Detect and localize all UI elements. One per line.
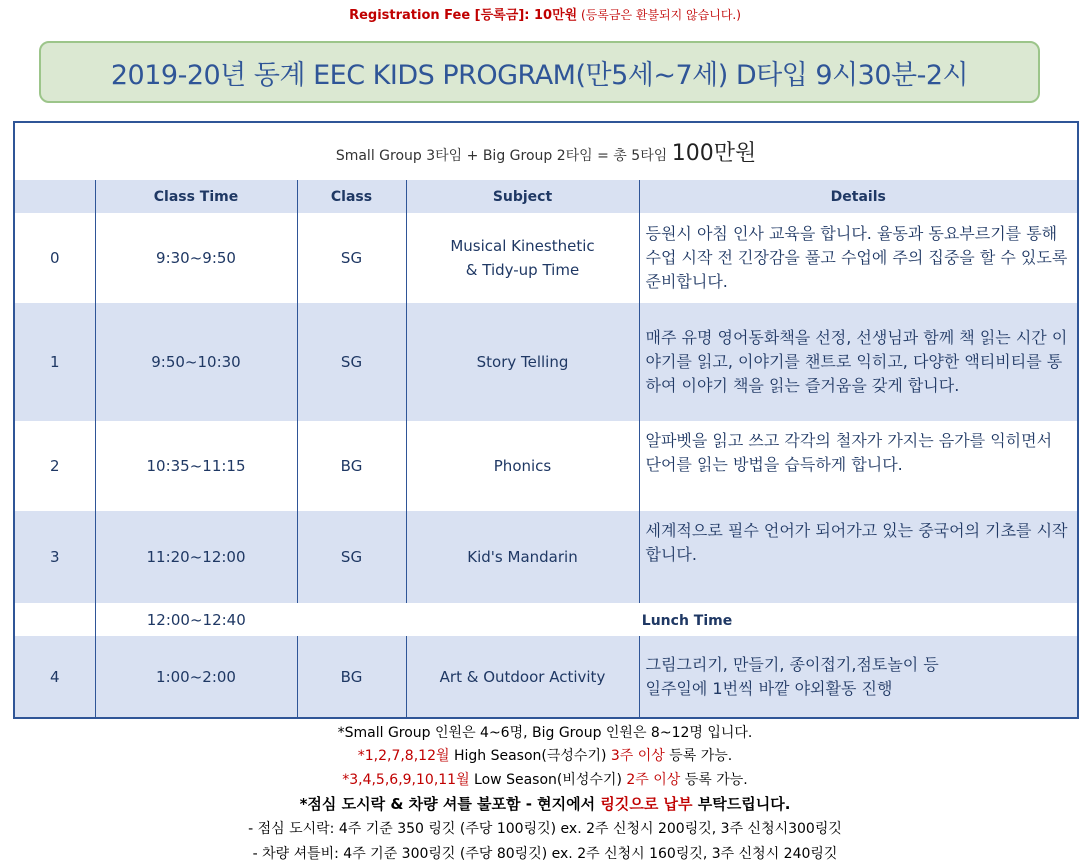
low-text: Low Season(비성수기) <box>469 772 627 788</box>
table-row <box>14 511 1078 603</box>
row-details-line2: 일주일에 1번씩 바깥 야외활동 진행 <box>645 678 893 698</box>
registration-fee <box>0 4 1090 23</box>
excl-start: *점심 도시락 & 차량 셔틀 불포함 - 현지에서 <box>299 795 601 813</box>
note-low-season <box>0 769 1090 789</box>
row-number: 3 <box>14 511 95 603</box>
low-end: 등록 가능. <box>680 772 748 788</box>
high-min: 3주 이상 <box>610 748 665 764</box>
note-shuttle-fee: - 차량 셔틀비: 4주 기준 300링깃 (주당 80링깃) ex. 2주 신청시 160링깃, 3주 신청시 240링깃 <box>252 846 838 862</box>
lunch-time: 12:00~12:40 <box>95 603 297 636</box>
high-star: * <box>357 748 365 764</box>
row-class: SG <box>297 213 406 303</box>
col-header-subject: Subject <box>406 180 639 213</box>
row-time: 9:30~9:50 <box>95 213 297 303</box>
table-row <box>14 303 1078 421</box>
row-subject-line2: & Tidy-up Time <box>465 261 580 279</box>
row-details: 매주 유명 영어동화책을 선정, 선생님과 함께 책 읽는 시간 이야기를 읽고, 이야기를 챈트로 익히고, 다양한 액티비티를 통하여 이야기 책을 읽는 즐거움을 갖게 합니다. <box>639 303 1078 421</box>
lunch-row <box>14 603 1078 636</box>
high-text: High Season(극성수기) <box>449 748 611 764</box>
table-row <box>14 636 1078 718</box>
row-time: 1:00~2:00 <box>95 636 297 718</box>
low-star: * <box>342 772 350 788</box>
fee-amount: ]: 10만원 <box>518 8 578 23</box>
row-number: 4 <box>14 636 95 718</box>
row-details: 세계적으로 필수 언어가 되어가고 있는 중국어의 기초를 시작합니다. <box>639 511 1078 603</box>
row-time: 11:20~12:00 <box>95 511 297 603</box>
high-end: 등록 가능. <box>664 748 733 764</box>
excl-red: 링깃으로 납부 <box>600 795 693 813</box>
summary-text: Small Group 3타임 + Big Group 2타임 = 총 5타임 <box>335 148 672 164</box>
lunch-number <box>14 603 95 636</box>
row-class: SG <box>297 511 406 603</box>
row-details-line1: 그림그리기, 만들기, 종이접기,점토놀이 등 <box>645 654 939 674</box>
fee-note: (등록금은 환불되지 않습니다.) <box>577 8 741 22</box>
row-subject: Art & Outdoor Activity <box>406 636 639 718</box>
fee-label: Registration Fee [ <box>349 8 481 23</box>
col-header-class-time: Class Time <box>95 180 297 213</box>
low-months: 3,4,5,6,9,10,11월 <box>349 772 470 788</box>
row-details: 등원시 아침 인사 교육을 합니다. 율동과 동요부르기를 통해 수업 시작 전 긴장감을 풀고 수업에 주의 집중을 할 수 있도록 준비합니다. <box>639 213 1078 303</box>
high-months: 1,2,7,8,12월 <box>364 748 450 764</box>
page-title: 2019-20년 동계 EEC KIDS PROGRAM(만5세~7세) D타입 9시30분-2시 <box>110 59 969 91</box>
note-high-season <box>0 745 1090 765</box>
row-number: 2 <box>14 421 95 511</box>
lunch-cell <box>297 603 1078 636</box>
schedule-table <box>13 121 1079 719</box>
row-subject-line1: Musical Kinesthetic <box>450 237 595 255</box>
row-number: 0 <box>14 213 95 303</box>
row-time: 9:50~10:30 <box>95 303 297 421</box>
summary-price: 100만원 <box>671 141 757 166</box>
title-banner <box>39 41 1040 103</box>
summary-cell <box>14 122 1078 180</box>
row-subject: Story Telling <box>406 303 639 421</box>
col-header-details: Details <box>639 180 1078 213</box>
row-subject: Kid's Mandarin <box>406 511 639 603</box>
fee-label-kr: 등록금 <box>480 8 519 23</box>
row-number: 1 <box>14 303 95 421</box>
row-details: 알파벳을 읽고 쓰고 각각의 철자가 가지는 음가를 익히면서 단어를 읽는 방법을 습득하게 합니다. <box>639 421 1078 511</box>
col-header-no <box>14 180 95 213</box>
low-min: 2주 이상 <box>626 772 681 788</box>
row-time: 10:35~11:15 <box>95 421 297 511</box>
note-exclusions <box>0 793 1090 814</box>
table-row <box>14 421 1078 511</box>
note-lunch-fee: - 점심 도시락: 4주 기준 350 링깃 (주당 100링깃) ex. 2주 신청시 200링깃, 3주 신청시300링깃 <box>248 821 842 837</box>
row-class: BG <box>297 636 406 718</box>
column-header-row <box>14 180 1078 213</box>
row-subject: Phonics <box>406 421 639 511</box>
table-row <box>14 213 1078 303</box>
note-group-size: *Small Group 인원은 4~6명, Big Group 인원은 8~12명 입니다. <box>337 725 753 741</box>
row-details <box>639 636 1078 718</box>
col-header-class: Class <box>297 180 406 213</box>
row-class: BG <box>297 421 406 511</box>
excl-end: 부탁드립니다. <box>692 795 791 813</box>
summary-row <box>14 122 1078 180</box>
lunch-label: Lunch Time <box>641 612 733 629</box>
row-class: SG <box>297 303 406 421</box>
row-subject <box>406 213 639 303</box>
